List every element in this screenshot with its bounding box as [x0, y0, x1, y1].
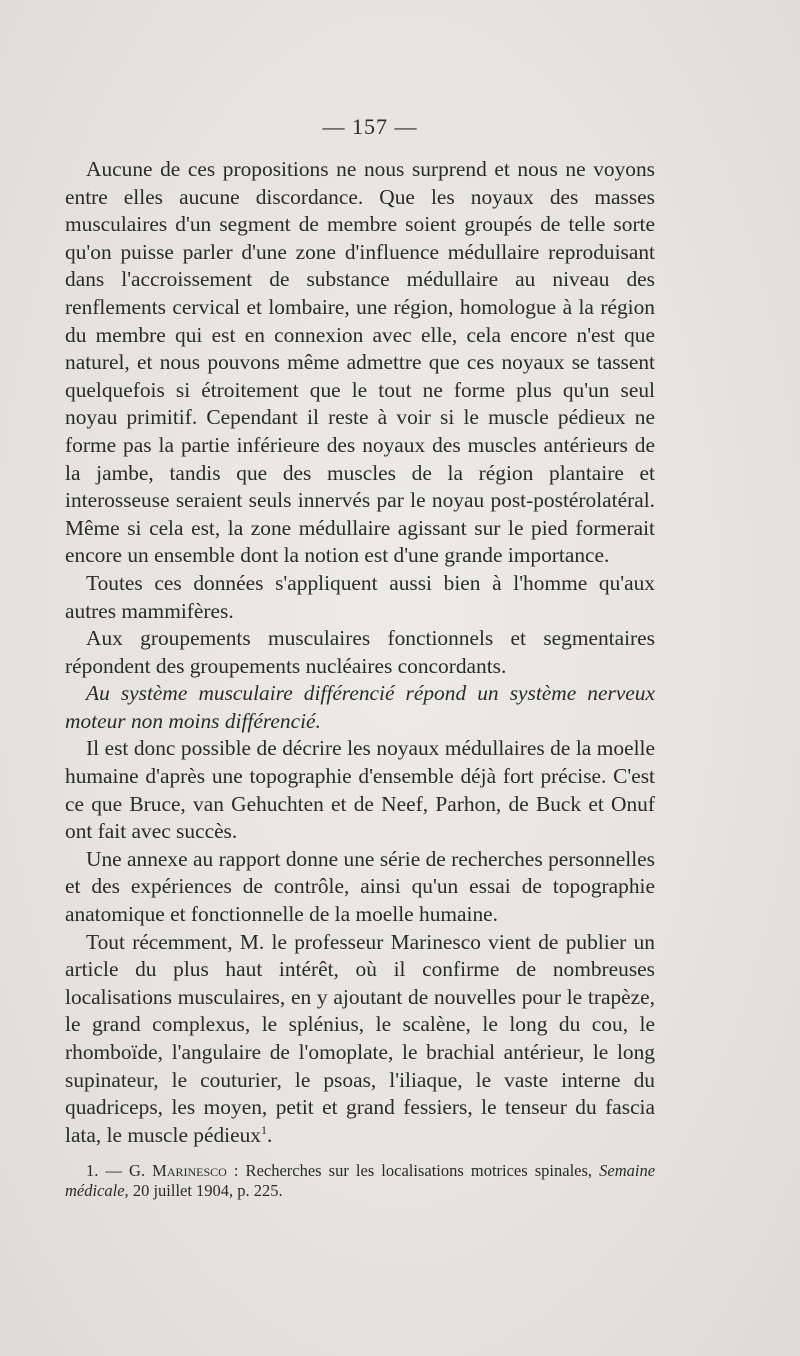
paragraph-6: Une annexe au rapport donne une série de recherches personnelles et des expériences de contrôle, ainsi qu'un essai de topographie anatomique et fonctionnelle de la moelle humaine. — [65, 846, 655, 927]
paragraph-1: Aucune de ces propositions ne nous surprend et nous ne voyons entre elles aucune discordance. Que les noyaux des masses musculaires d'un segment de membre soient groupés de telle sorte qu'on puisse parler d'une zone d'influence médullaire reproduisant dans l'accroissement de substance médullaire au niveau des renflements cervical et lombaire, une région, homologue à la région du membre qui est en connexion avec elle, cela encore n'est que naturel, et nous pouvons même admettre que ces noyaux se tassent quelquefois si étroitement que le tout ne forme plus qu'un seul noyau primitif. Cependant il reste à voir si le muscle pédieux ne forme pas la partie inférieure des noyaux des muscles antérieurs de la jambe, tandis que des muscles de la région plantaire et interosseuse seraient seuls innervés par le noyau post-postérolatéral. Même si cela est, la zone médullaire agissant sur le pied formerait encore un ensemble dont la notion est d'une grande importance. — [65, 157, 655, 568]
paragraph-5: Il est donc possible de décrire les noyaux médullaires de la moelle humaine d'après une topographie d'ensemble déjà fort précise. C'est ce que Bruce, van Gehuchten et de Neef, Parhon, de Buck et Onuf ont fait avec succès. — [65, 736, 655, 844]
footnote-author: G. Marinesco — [129, 1161, 227, 1180]
footnote-journal: Semaine médicale, — [65, 1161, 656, 1200]
paragraph-3: Aux groupements musculaires fonctionnels et segmentaires répondent des groupements nucléaires concordants. — [65, 626, 655, 678]
footnote — [65, 1161, 655, 1201]
paragraph-7 — [65, 929, 655, 1150]
paragraph-7-text: Tout récemment, M. le professeur Marinesco vient de publier un article du plus haut intérêt, où il confirme de nombreuses localisations musculaires, en y ajoutant de nouvelles pour le trapèze, le grand complexus, le splénius, le scalène, le long du cou, le rhomboïde, l'angulaire de l'omoplate, le brachial antérieur, le long supinateur, le couturier, le psoas, l'iliaque, le vaste interne du quadriceps, les moyen, petit et grand fessiers, le tenseur du fascia lata, le muscle pédieux — [65, 929, 655, 1147]
footnote-marker: 1 — [261, 1122, 268, 1137]
page-number: — 157 — — [322, 114, 418, 139]
paragraph-italic-conclusion: Au système musculaire différencié répond un système nerveux moteur non moins différencié. — [65, 681, 655, 733]
paragraph-7-end: . — [267, 1122, 273, 1147]
footnote-title: : Recherches sur les localisations motrices spinales, — [226, 1161, 593, 1180]
footnote-number: 1. — — [86, 1161, 122, 1180]
body-text — [65, 156, 655, 1149]
footnote-details: 20 juillet 1904, p. 225. — [128, 1181, 283, 1200]
paragraph-2: Toutes ces données s'appliquent aussi bien à l'homme qu'aux autres mammifères. — [65, 570, 655, 623]
footnote-text — [65, 1161, 655, 1201]
